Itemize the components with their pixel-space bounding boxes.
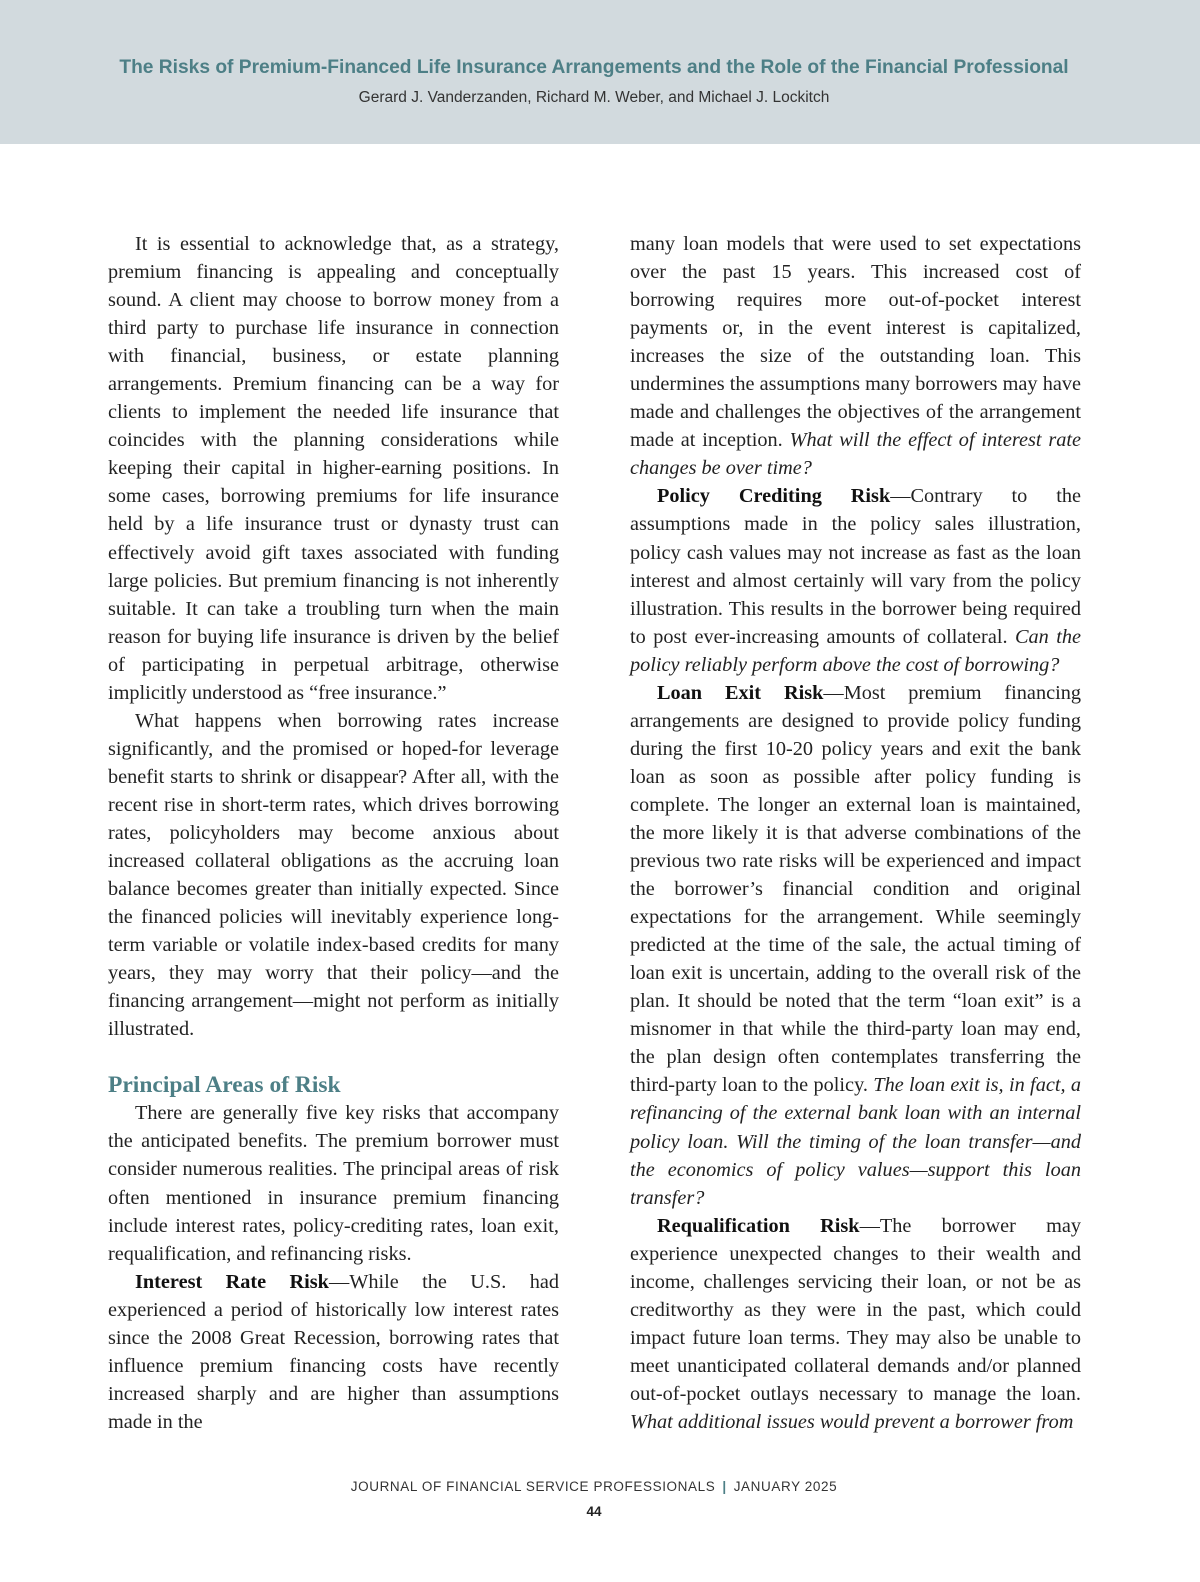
risk-term: Interest Rate Risk: [135, 1270, 329, 1293]
article-title: The Risks of Premium-Financed Life Insurance Arrangements and the Role of the Financial Professional: [119, 57, 1069, 78]
italic-question: What will the effect of interest rate changes be over time?: [630, 429, 1081, 480]
italic-question: What additional issues would prevent a borrower from: [630, 1410, 1074, 1433]
issue-date: JANUARY 2025: [733, 1479, 838, 1494]
page-header: [0, 0, 1200, 144]
left-column: [108, 230, 559, 1436]
body-paragraph: There are generally five key risks that accompany the anticipated benefits. The premium borrower must consider numerous realities. The principal areas of risk often mentioned in insurance premium financing include interest rates, policy-crediting rates, loan exit, requalification, and refinancing risks.: [108, 1102, 559, 1265]
article-authors: Gerard J. Vanderzanden, Richard M. Weber, and Michael J. Lockitch: [358, 89, 830, 106]
risk-term: Policy Crediting Risk: [657, 485, 891, 508]
body-paragraph: [108, 1268, 559, 1436]
footer-separator: |: [722, 1479, 727, 1494]
risk-term: Loan Exit Risk: [657, 681, 824, 704]
right-column: [630, 230, 1081, 1436]
paragraph-text: many loan models that were used to set expectations over the past 15 years. This increased cost of borrowing requires more out-of-pocket interest payments or, in the event interest is capitalized, increases the size of the outstanding loan. This undermines the assumptions many borrowers may have made and challenges the objectives of the arrangement made at inception.: [630, 233, 1081, 452]
page-number: 44: [586, 1504, 602, 1519]
body-paragraph: [630, 482, 1081, 678]
body-paragraph: [630, 679, 1081, 1212]
risk-description: —Contrary to the assumptions made in the policy sales illustration, policy cash values may not increase as fast as the loan interest and almost certainly will vary from the policy illustration. This results in the borrower being required to post ever-increasing amounts of collateral.: [630, 485, 1081, 648]
body-paragraph: It is essential to acknowledge that, as a strategy, premium financing is appealing and conceptually sound. A client may choose to borrow money from a third party to purchase life insurance in connection with financial, business, or estate planning arrangements. Premium financing can be a way for clients to implement the needed life insurance that coincides with the planning considerations while keeping their capital in higher-earning positions. In some cases, borrowing premiums for life insurance held by a life insurance trust or dynasty trust can effectively avoid gift taxes associated with funding large policies. But premium financing is not inherently suitable. It can take a troubling turn when the main reason for buying life insurance is driven by the belief of participating in perpetual arbitrage, otherwise implicitly understood as “free insurance.”: [108, 233, 559, 704]
section-heading: Principal Areas of Risk: [108, 1072, 341, 1099]
italic-question: The loan exit is, in fact, a refinancing of the external bank loan with an internal policy loan. Will the timing of the loan transfer—and the economics of policy values—support this loan transfer?: [630, 1074, 1082, 1209]
body-paragraph: [630, 230, 1081, 482]
italic-question: Can the policy reliably perform above the cost of borrowing?: [630, 625, 1081, 676]
body-paragraph: What happens when borrowing rates increase significantly, and the promised or hoped-for leverage benefit starts to shrink or disappear? After all, with the recent rise in short-term rates, which drives borrowing rates, policyholders may become anxious about increased collateral obligations as the accruing loan balance becomes greater than initially expected. Since the financed policies will inevitably experience long-term variable or volatile index-based credits for many years, they may worry that their policy—and the financing arrangement—might not perform as initially illustrated.: [108, 709, 559, 1041]
risk-description: —The borrower may experience unexpected changes to their wealth and income, challenges servicing their loan, or not be as creditworthy as they were in the past, which could impact future loan terms. They may also be unable to meet unanticipated collateral demands and/or planned out-of-pocket outlays necessary to manage the loan.: [630, 1214, 1082, 1405]
page-footer: [0, 1479, 1188, 1494]
risk-description: —While the U.S. had experienced a period of historically low interest rates since the 2008 Great Recession, borrowing rates that influence premium financing costs have recently increased sharply and are higher than assumptions made in the: [108, 1270, 559, 1433]
journal-name: JOURNAL OF FINANCIAL SERVICE PROFESSIONALS: [350, 1479, 716, 1494]
body-paragraph: [630, 1212, 1081, 1436]
risk-description: —Most premium financing arrangements are designed to provide policy funding during the first 10-20 policy years and exit the bank loan as soon as possible after policy funding is complete. The longer an external loan is maintained, the more likely it is that adverse combinations of the previous two rate risks will be experienced and impact the borrower’s financial condition and original expectations for the arrangement. While seemingly predicted at the time of the sale, the actual timing of loan exit is uncertain, adding to the overall risk of the plan. It should be noted that the term “loan exit” is a misnomer in that while the third-party loan may end, the plan design often contemplates transferring the third-party loan to the policy.: [630, 681, 1081, 1097]
risk-term: Requalification Risk: [657, 1214, 860, 1237]
